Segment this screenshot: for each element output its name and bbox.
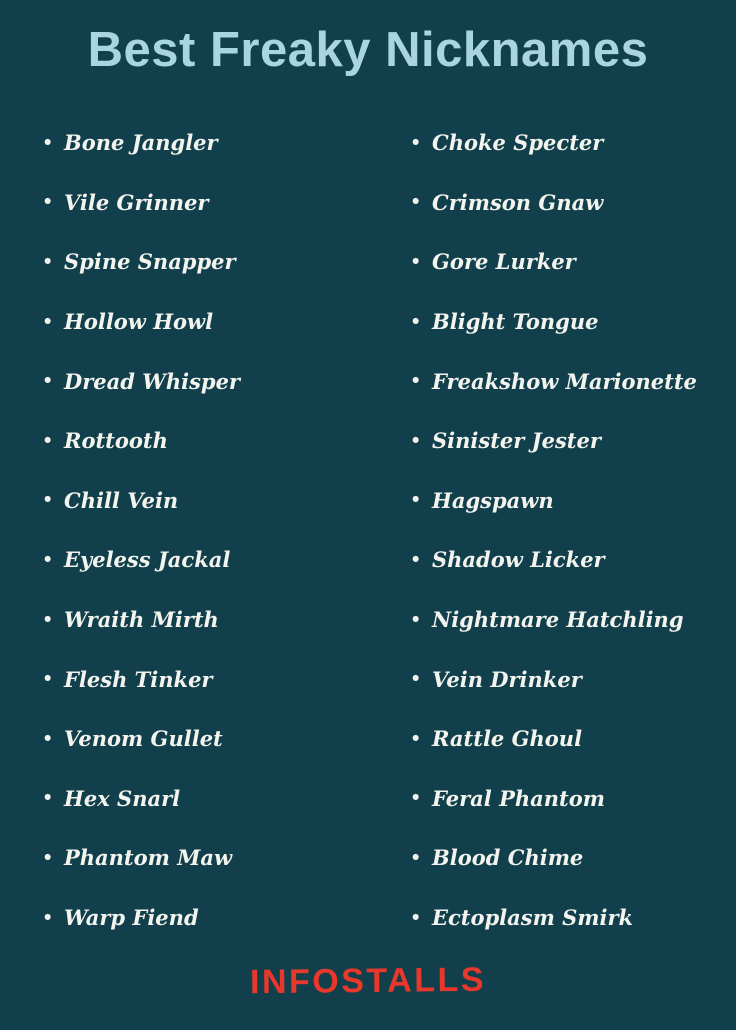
list-item-label: Freakshow Marionette	[432, 368, 697, 394]
list-item	[44, 709, 368, 769]
list-item	[412, 709, 736, 769]
bullet-icon: •	[44, 369, 52, 393]
list-item-label: Chill Vein	[64, 487, 179, 513]
list-item	[44, 411, 368, 471]
nickname-list	[0, 113, 736, 947]
list-item-label: Wraith Mirth	[64, 607, 219, 633]
bullet-icon: •	[412, 726, 420, 750]
bullet-icon: •	[412, 905, 420, 929]
bullet-icon: •	[412, 249, 420, 273]
list-item	[412, 471, 736, 531]
bullet-icon: •	[44, 309, 52, 333]
list-item	[44, 471, 368, 531]
list-item	[412, 292, 736, 352]
bullet-icon: •	[44, 547, 52, 571]
bullet-icon: •	[44, 726, 52, 750]
list-item	[44, 351, 368, 411]
list-item-label: Bone Jangler	[64, 130, 218, 156]
list-item-label: Spine Snapper	[64, 249, 236, 275]
bullet-icon: •	[412, 607, 420, 631]
list-item-label: Sinister Jester	[432, 428, 601, 454]
list-item-label: Hollow Howl	[64, 309, 214, 335]
list-item	[412, 232, 736, 292]
list-item	[412, 411, 736, 471]
list-item-label: Shadow Licker	[432, 547, 605, 573]
bullet-icon: •	[412, 667, 420, 691]
nickname-column-left	[0, 113, 368, 947]
list-item-label: Rottooth	[64, 428, 168, 454]
list-item	[44, 232, 368, 292]
bullet-icon: •	[44, 249, 52, 273]
list-item	[412, 888, 736, 948]
list-item-label: Blight Tongue	[432, 309, 599, 335]
list-item	[44, 113, 368, 173]
list-item	[412, 769, 736, 829]
bullet-icon: •	[412, 190, 420, 214]
list-item-label: Warp Fiend	[64, 905, 199, 931]
list-item	[412, 530, 736, 590]
bullet-icon: •	[412, 130, 420, 154]
list-item	[412, 351, 736, 411]
bullet-icon: •	[44, 130, 52, 154]
list-item	[412, 590, 736, 650]
list-item-label: Feral Phantom	[432, 785, 605, 811]
list-item-label: Nightmare Hatchling	[432, 607, 684, 633]
bullet-icon: •	[412, 845, 420, 869]
list-item-label: Eyeless Jackal	[64, 547, 231, 573]
page-title: Best Freaky Nicknames	[87, 23, 649, 77]
list-item-label: Hex Snarl	[64, 785, 181, 811]
bullet-icon: •	[412, 369, 420, 393]
bullet-icon: •	[44, 845, 52, 869]
list-item-label: Gore Lurker	[432, 249, 576, 275]
list-item	[44, 590, 368, 650]
list-item-label: Ectoplasm Smirk	[432, 905, 634, 931]
brand-logo: INFOSTALLS	[249, 960, 487, 1002]
list-item	[412, 649, 736, 709]
list-item	[412, 113, 736, 173]
list-item-label: Choke Specter	[432, 130, 604, 156]
bullet-icon: •	[412, 309, 420, 333]
bullet-icon: •	[44, 667, 52, 691]
bullet-icon: •	[44, 786, 52, 810]
list-item-label: Phantom Maw	[64, 845, 233, 871]
bullet-icon: •	[412, 786, 420, 810]
list-item	[44, 173, 368, 233]
bullet-icon: •	[412, 488, 420, 512]
list-item	[44, 888, 368, 948]
list-item	[412, 828, 736, 888]
list-item	[44, 769, 368, 829]
bullet-icon: •	[44, 905, 52, 929]
list-item-label: Vein Drinker	[432, 666, 582, 692]
list-item	[44, 828, 368, 888]
list-item	[44, 649, 368, 709]
bullet-icon: •	[44, 607, 52, 631]
list-item-label: Dread Whisper	[64, 368, 240, 394]
list-item-label: Blood Chime	[432, 845, 584, 871]
bullet-icon: •	[44, 190, 52, 214]
nickname-column-right	[368, 113, 736, 947]
list-item-label: Crimson Gnaw	[432, 189, 604, 215]
list-item	[412, 173, 736, 233]
bullet-icon: •	[412, 428, 420, 452]
header	[0, 0, 736, 81]
list-item	[44, 530, 368, 590]
bullet-icon: •	[44, 488, 52, 512]
bullet-icon: •	[44, 428, 52, 452]
bullet-icon: •	[412, 547, 420, 571]
list-item-label: Vile Grinner	[64, 189, 209, 215]
list-item-label: Flesh Tinker	[64, 666, 213, 692]
list-item	[44, 292, 368, 352]
list-item-label: Hagspawn	[432, 487, 554, 513]
list-item-label: Rattle Ghoul	[432, 726, 583, 752]
list-item-label: Venom Gullet	[64, 726, 223, 752]
